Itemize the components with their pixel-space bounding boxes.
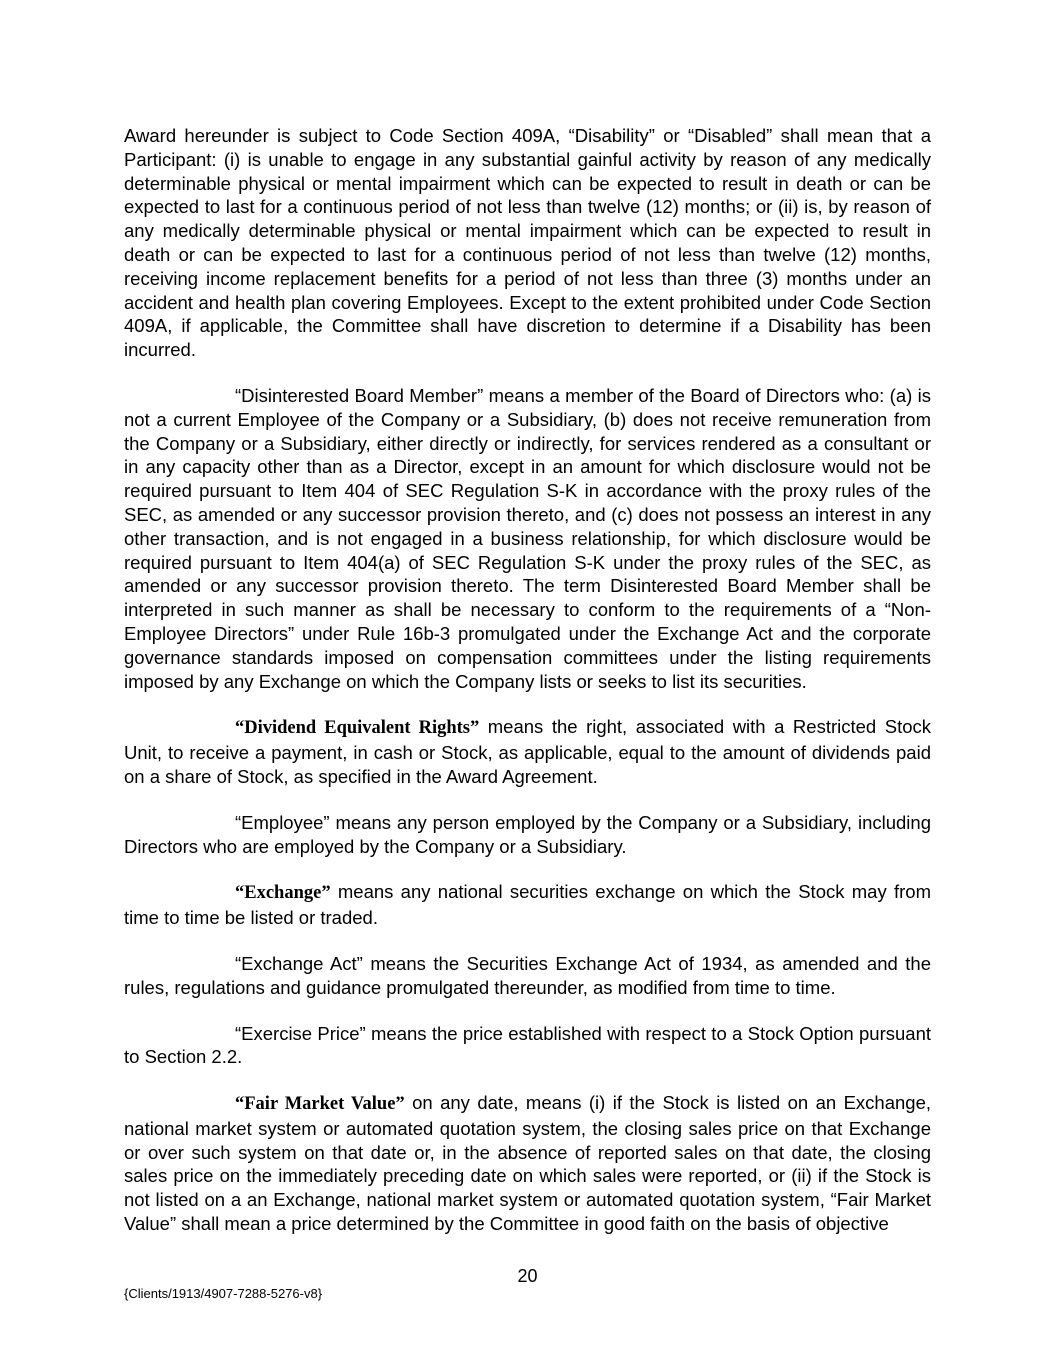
paragraph-text: Award hereunder is subject to Code Section 409A, “Disability” or “Disabled” shall mean that a Participant: (i) is unable to engage in any substantial gainful activity by reason of any medically determinable physical or mental impairment which can be expected to result in death or can be expected to last for a continuous period of not less than twelve (12) months; or (ii) is, by reason of any medically determinable physical or mental impairment which can be expected to result in death or can be expected to last for a continuous period of not less than twelve (12) months, receiving income replacement benefits for a period of not less than three (3) months under an accident and health plan covering Employees. Except to the extent prohibited under Code Section 409A, if applicable, the Committee shall have discretion to determine if a Disability has been incurred. <box>124 125 931 361</box>
defined-term: “Exchange” <box>235 883 331 904</box>
definition-text: means the price established with respect to a Stock Option pursuant to Section 2.2. <box>124 1022 931 1068</box>
definition-exchange <box>124 880 931 930</box>
definition-dividend-equivalent-rights <box>124 715 931 788</box>
definition-exchange-act <box>124 952 931 1000</box>
definition-text: on any date, means (i) if the Stock is listed on an Exchange, national market system or automated quotation system, the closing sales price on that Exchange or over such system on that date or, in the absence of reported sales on that date, the closing sales price on the immediately preceding date on which sales were reported, or (ii) if the Stock is not listed on a an Exchange, national market system or automated quotation system, “Fair Market Value” shall mean a price determined by the Committee in good faith on the basis of objective <box>124 1092 931 1235</box>
defined-term: “Employee” <box>235 811 330 833</box>
defined-term: “Dividend Equivalent Rights” <box>235 718 480 739</box>
definition-text: means a member of the Board of Directors who: (a) is not a current Employee of the Company or a Subsidiary, (b) does not receive remuneration from the Company or a Subsidiary, either directly or indirectly, for services rendered as a consultant or in any capacity other than as a Director, except in an amount for which disclosure would not be required pursuant to Item 404 of SEC Regulation S-K in accordance with the proxy rules of the SEC, as amended or any successor provision thereto, and (c) does not possess an interest in any other transaction, and is not engaged in a business relationship, for which disclosure would be required pursuant to Item 404(a) of SEC Regulation S-K under the proxy rules of the SEC, as amended or any successor provision thereto. The term Disinterested Board Member shall be interpreted in such manner as shall be necessary to conform to the requirements of a “Non-Employee Directors” under Rule 16b-3 promulgated under the Exchange Act and the corporate governance standards imposed on compensation committees under the listing requirements imposed by any Exchange on which the Company lists or seeks to list its securities. <box>124 384 932 692</box>
page-number: 20 <box>517 1266 538 1286</box>
definition-text: means the right, associated with a Restricted Stock Unit, to receive a payment, in cash or Stock, as applicable, equal to the amount of dividends paid on a share of Stock, as specified in the Award Agreement. <box>124 716 931 787</box>
definition-text: means the Securities Exchange Act of 1934, as amended and the rules, regulations and guidance promulgated thereunder, as modified from time to time. <box>124 952 932 998</box>
definition-employee <box>124 811 931 859</box>
document-id-footer: {Clients/1913/4907-7288-5276-v8} <box>124 1286 323 1301</box>
definition-text: means any person employed by the Company or a Subsidiary, including Directors who are employed by the Company or a Subsidiary. <box>124 811 931 857</box>
paragraph-disability <box>124 124 931 362</box>
defined-term: “Disinterested Board Member” <box>235 384 484 406</box>
definition-disinterested-board-member <box>124 384 931 693</box>
defined-term: “Exercise Price” <box>235 1022 366 1044</box>
defined-term: “Fair Market Value” <box>235 1094 405 1115</box>
definition-exercise-price <box>124 1022 931 1070</box>
definition-text: means any national securities exchange on which the Stock may from time to time be listed or traded. <box>124 881 931 929</box>
definition-fair-market-value <box>124 1091 931 1236</box>
defined-term: “Exchange Act” <box>235 952 363 974</box>
document-body <box>124 124 931 1258</box>
